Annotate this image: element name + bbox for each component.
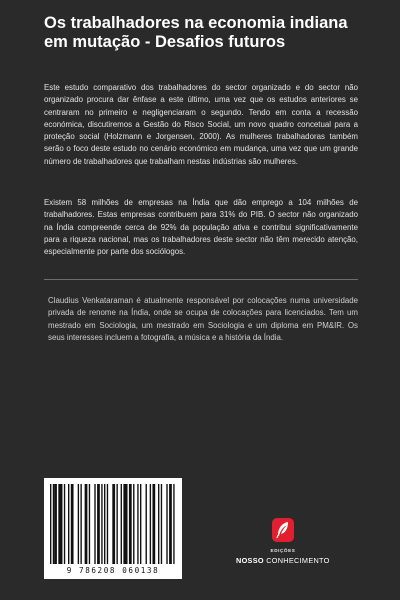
author-bio: Claudius Venkataraman é atualmente responsável por colocações numa universidade privada de renome na Índia, onde se ocupa de colocações para licenciados. Tem um mestrado em Sociologia, um mestrado em Sociologia e um diploma em PM&IR. Os seus interesses incluem a fotografia, a música e a história da Índia.	[48, 296, 358, 343]
isbn-number: 9 786208 060138	[66, 566, 160, 575]
barcode-bars-icon	[50, 484, 176, 564]
publisher-name-bold: NOSSO	[236, 556, 264, 565]
publisher-name	[236, 556, 376, 565]
publisher-name-light: CONHECIMENTO	[266, 556, 330, 565]
quill-feather-icon	[272, 518, 294, 542]
book-title: Os trabalhadores na economia indiana em mutação - Desafios futuros	[44, 14, 348, 51]
publisher-label: EDIÇÕES	[270, 548, 296, 553]
description-paragraph-1: Este estudo comparativo dos trabalhadores do sector organizado e do sector não organizado procura dar ênfase a este último, uma vez que os estudos anteriores se centraram no primeiro e negligenciaram o segundo. Tendo em conta a recessão económica, discutiremos a Gestão do Risco Social, um novo quadro concetual para a proteção social (Holzmann e Jorgensen, 2000). As mulheres trabalhadoras também serão o foco deste estudo no cenário económico em mudança, uma vez que um grande número de trabalhadores que trabalham nestas indústrias são mulheres.	[44, 83, 358, 166]
section-divider	[44, 279, 358, 280]
barcode	[44, 478, 182, 579]
description-paragraph-2: Existem 58 milhões de empresas na Índia que dão emprego a 104 milhões de trabalhadores. Estas empresas contribuem para 31% do PIB. O sector não organizado na Índia compreende cerca de 92% da população ativa e contribui significativamente para a riqueza nacional, mas os trabalhadores deste sector não têm merecido atenção, especialmente por parte dos sociólogos.	[44, 198, 358, 257]
